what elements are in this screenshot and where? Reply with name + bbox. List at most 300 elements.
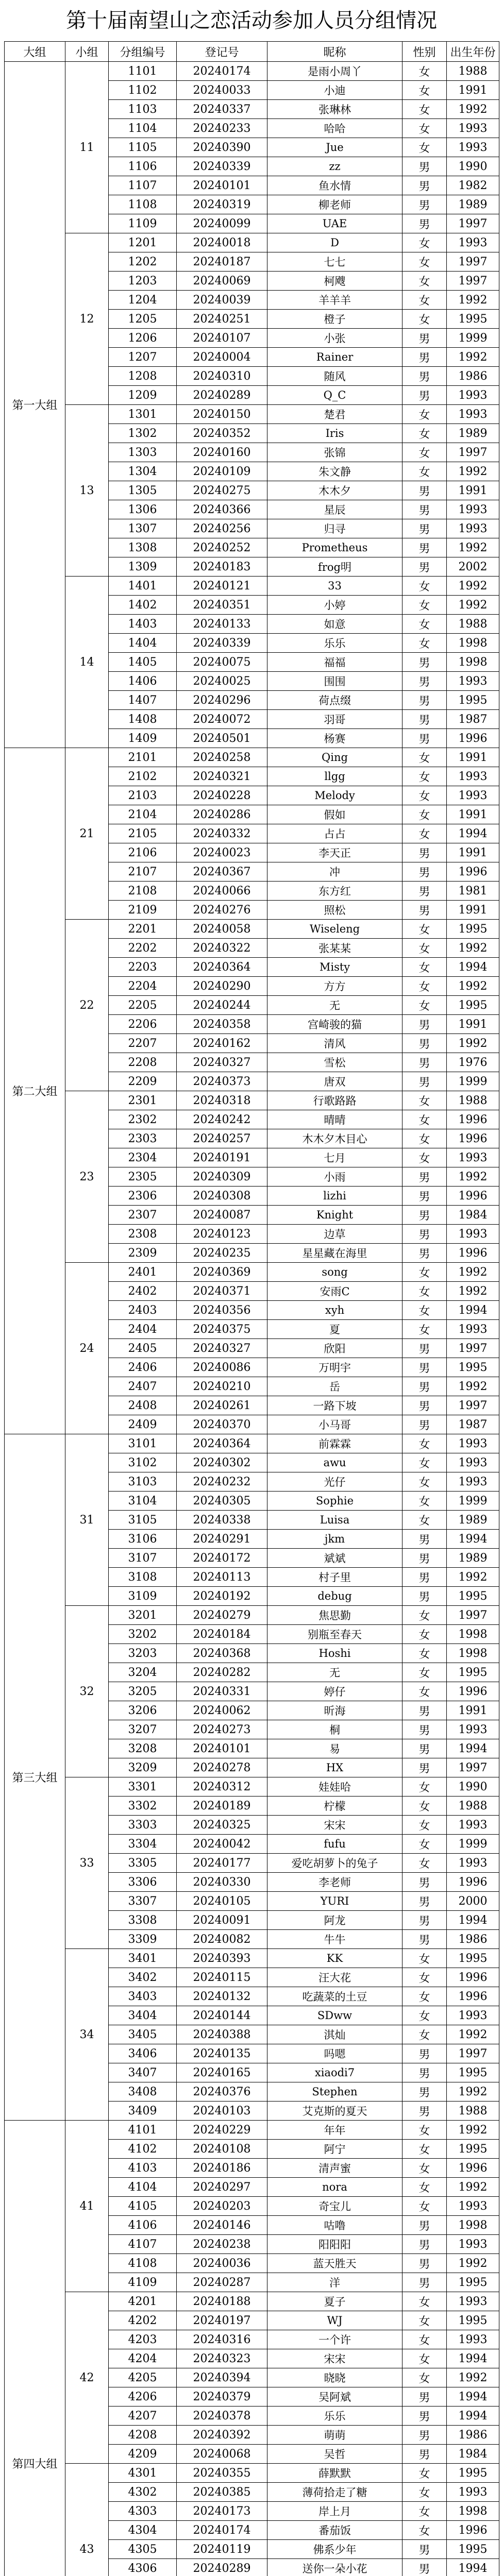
gender-cell: 男	[403, 2406, 447, 2426]
nickname-cell: 昕海	[267, 1701, 403, 1720]
nickname-cell: 如意	[267, 615, 403, 634]
birth-year-cell: 1992	[447, 1377, 499, 1396]
gender-cell: 男	[403, 557, 447, 577]
group-number-cell: 1101	[109, 62, 177, 81]
group-number-cell: 2307	[109, 1206, 177, 1225]
gender-cell: 女	[403, 596, 447, 615]
registration-number-cell: 20240394	[177, 2368, 267, 2387]
group-number-cell: 4301	[109, 2464, 177, 2483]
birth-year-cell: 1989	[447, 1549, 499, 1568]
nickname-cell: 归寻	[267, 519, 403, 538]
table-row	[5, 748, 499, 767]
group-number-cell: 2301	[109, 1091, 177, 1110]
gender-cell: 男	[403, 672, 447, 691]
gender-cell: 女	[403, 310, 447, 329]
birth-year-cell: 1996	[447, 1187, 499, 1206]
subgroup-cell: 14	[65, 577, 109, 748]
registration-number-cell: 20240105	[177, 1892, 267, 1911]
registration-number-cell: 20240296	[177, 691, 267, 710]
gender-cell: 女	[403, 1606, 447, 1625]
birth-year-cell: 1993	[447, 1854, 499, 1873]
gender-cell: 女	[403, 1129, 447, 1148]
nickname-cell: 阳阳阳	[267, 2235, 403, 2254]
group-number-cell: 3402	[109, 1968, 177, 1987]
gender-cell: 男	[403, 901, 447, 920]
birth-year-cell: 1988	[447, 1797, 499, 1816]
nickname-cell: llgg	[267, 767, 403, 786]
registration-number-cell: 20240108	[177, 2140, 267, 2159]
gender-cell: 男	[403, 2426, 447, 2445]
registration-number-cell: 20240082	[177, 1930, 267, 1949]
header-group-number: 分组编号	[109, 42, 177, 62]
gender-cell: 女	[403, 424, 447, 443]
gender-cell: 女	[403, 405, 447, 424]
group-number-cell: 4108	[109, 2254, 177, 2273]
group-number-cell: 4207	[109, 2406, 177, 2426]
nickname-cell: song	[267, 1263, 403, 1282]
birth-year-cell: 1988	[447, 2102, 499, 2121]
gender-cell: 男	[403, 2445, 447, 2464]
nickname-cell: 斌斌	[267, 1549, 403, 1568]
birth-year-cell: 1993	[447, 1320, 499, 1339]
group-number-cell: 2102	[109, 767, 177, 786]
birth-year-cell: 1992	[447, 1568, 499, 1587]
nickname-cell: zz	[267, 157, 403, 176]
birth-year-cell: 1995	[447, 2540, 499, 2559]
registration-number-cell: 20240286	[177, 805, 267, 824]
gender-cell: 男	[403, 729, 447, 748]
gender-cell: 女	[403, 977, 447, 996]
gender-cell: 男	[403, 1892, 447, 1911]
gender-cell: 男	[403, 653, 447, 672]
birth-year-cell: 1992	[447, 939, 499, 958]
group-number-cell: 1201	[109, 233, 177, 252]
gender-cell: 女	[403, 996, 447, 1015]
group-number-cell: 2303	[109, 1129, 177, 1148]
birth-year-cell: 1992	[447, 462, 499, 481]
birth-year-cell: 1994	[447, 2406, 499, 2426]
group-number-cell: 2103	[109, 786, 177, 805]
gender-cell: 男	[403, 862, 447, 882]
subgroup-cell: 32	[65, 1606, 109, 1777]
gender-cell: 男	[403, 2387, 447, 2406]
nickname-cell: YURI	[267, 1892, 403, 1911]
gender-cell: 女	[403, 1816, 447, 1835]
nickname-cell: 小雨	[267, 1167, 403, 1187]
nickname-cell: 乐乐	[267, 634, 403, 653]
group-number-cell: 1105	[109, 138, 177, 157]
registration-number-cell: 20240238	[177, 2235, 267, 2254]
group-number-cell: 4101	[109, 2121, 177, 2140]
subgroup-cell: 12	[65, 233, 109, 405]
nickname-cell: 晓晓	[267, 2368, 403, 2387]
nickname-cell: 前霖霖	[267, 1434, 403, 1453]
birth-year-cell: 1992	[447, 538, 499, 557]
registration-number-cell: 20240282	[177, 1663, 267, 1682]
birth-year-cell: 1997	[447, 1339, 499, 1358]
gender-cell: 女	[403, 252, 447, 272]
birth-year-cell: 1993	[447, 386, 499, 405]
group-number-cell: 3102	[109, 1453, 177, 1472]
registration-number-cell: 20240144	[177, 2006, 267, 2025]
group-number-cell: 1103	[109, 100, 177, 119]
subgroup-cell: 23	[65, 1091, 109, 1263]
registration-number-cell: 20240174	[177, 2521, 267, 2540]
registration-number-cell: 20240261	[177, 1396, 267, 1415]
group-number-cell: 1108	[109, 195, 177, 214]
registration-number-cell: 20240228	[177, 786, 267, 805]
gender-cell: 男	[403, 519, 447, 538]
nickname-cell: 围围	[267, 672, 403, 691]
table-row	[5, 1091, 499, 1110]
gender-cell: 男	[403, 1758, 447, 1777]
nickname-cell: Sophie	[267, 1492, 403, 1511]
registration-number-cell: 20240203	[177, 2197, 267, 2216]
group-number-cell: 3105	[109, 1511, 177, 1530]
nickname-cell: 七七	[267, 252, 403, 272]
birth-year-cell: 1990	[447, 1777, 499, 1797]
nickname-cell: SDww	[267, 2006, 403, 2025]
birth-year-cell: 1993	[447, 2006, 499, 2025]
birth-year-cell: 1991	[447, 1015, 499, 1034]
nickname-cell: 朱文静	[267, 462, 403, 481]
gender-cell: 女	[403, 2368, 447, 2387]
group-number-cell: 4102	[109, 2140, 177, 2159]
nickname-cell: Rainer	[267, 348, 403, 367]
nickname-cell: WJ	[267, 2311, 403, 2330]
registration-number-cell: 20240378	[177, 2406, 267, 2426]
gender-cell: 男	[403, 1015, 447, 1034]
gender-cell: 女	[403, 1968, 447, 1987]
birth-year-cell: 1993	[447, 672, 499, 691]
nickname-cell: 七月	[267, 1148, 403, 1167]
registration-number-cell: 20240251	[177, 310, 267, 329]
birth-year-cell: 1998	[447, 2216, 499, 2235]
subgroup-cell: 21	[65, 748, 109, 920]
group-number-cell: 1208	[109, 367, 177, 386]
group-number-cell: 1109	[109, 214, 177, 233]
group-number-cell: 3403	[109, 1987, 177, 2006]
birth-year-cell: 1995	[447, 1663, 499, 1682]
birth-year-cell: 1997	[447, 272, 499, 291]
birth-year-cell: 1991	[447, 805, 499, 824]
nickname-cell: 福福	[267, 653, 403, 672]
gender-cell: 男	[403, 1225, 447, 1244]
group-number-cell: 3208	[109, 1739, 177, 1758]
group-number-cell: 3108	[109, 1568, 177, 1587]
nickname-cell: 小马哥	[267, 1415, 403, 1434]
gender-cell: 男	[403, 2216, 447, 2235]
birth-year-cell: 1995	[447, 310, 499, 329]
group-number-cell: 3202	[109, 1625, 177, 1644]
group-number-cell: 1205	[109, 310, 177, 329]
nickname-cell: 小张	[267, 329, 403, 348]
nickname-cell: 咕噜	[267, 2216, 403, 2235]
table-row	[5, 1777, 499, 1797]
group-number-cell: 2201	[109, 920, 177, 939]
birth-year-cell: 1993	[447, 2197, 499, 2216]
gender-cell: 女	[403, 824, 447, 843]
group-number-cell: 3101	[109, 1434, 177, 1453]
group-number-cell: 1209	[109, 386, 177, 405]
gender-cell: 女	[403, 2502, 447, 2521]
gender-cell: 女	[403, 462, 447, 481]
birth-year-cell: 1992	[447, 2368, 499, 2387]
birth-year-cell: 1988	[447, 1091, 499, 1110]
registration-number-cell: 20240379	[177, 2387, 267, 2406]
birth-year-cell: 1993	[447, 1720, 499, 1739]
group-number-cell: 1203	[109, 272, 177, 291]
nickname-cell: 娃娃哈	[267, 1777, 403, 1797]
group-number-cell: 1401	[109, 577, 177, 596]
registration-number-cell: 20240297	[177, 2178, 267, 2197]
group-number-cell: 1204	[109, 291, 177, 310]
birth-year-cell: 1998	[447, 634, 499, 653]
group-number-cell: 1404	[109, 634, 177, 653]
gender-cell: 女	[403, 2178, 447, 2197]
nickname-cell: Hoshi	[267, 1644, 403, 1663]
birth-year-cell: 1992	[447, 291, 499, 310]
gender-cell: 男	[403, 386, 447, 405]
group-number-cell: 1106	[109, 157, 177, 176]
registration-number-cell: 20240099	[177, 214, 267, 233]
birth-year-cell: 1994	[447, 1301, 499, 1320]
birth-year-cell: 1998	[447, 653, 499, 672]
registration-number-cell: 20240189	[177, 1797, 267, 1816]
gender-cell: 男	[403, 1244, 447, 1263]
group-number-cell: 1403	[109, 615, 177, 634]
nickname-cell: 岸上月	[267, 2502, 403, 2521]
registration-number-cell: 20240191	[177, 1148, 267, 1167]
birth-year-cell: 1996	[447, 1682, 499, 1701]
birth-year-cell: 1996	[447, 1110, 499, 1129]
birth-year-cell: 1993	[447, 1472, 499, 1492]
group-number-cell: 3309	[109, 1930, 177, 1949]
registration-number-cell: 20240358	[177, 1015, 267, 1034]
birth-year-cell: 1991	[447, 843, 499, 862]
registration-number-cell: 20240109	[177, 462, 267, 481]
gender-cell: 女	[403, 1854, 447, 1873]
birth-year-cell: 1992	[447, 348, 499, 367]
registration-number-cell: 20240332	[177, 824, 267, 843]
gender-cell: 女	[403, 1110, 447, 1129]
nickname-cell: Q_C	[267, 386, 403, 405]
nickname-cell: 宫崎骏的猫	[267, 1015, 403, 1034]
group-number-cell: 3404	[109, 2006, 177, 2025]
group-number-cell: 4105	[109, 2197, 177, 2216]
group-number-cell: 4107	[109, 2235, 177, 2254]
registration-number-cell: 20240289	[177, 2559, 267, 2576]
registration-number-cell: 20240242	[177, 1110, 267, 1129]
birth-year-cell: 1993	[447, 405, 499, 424]
nickname-cell: 张琳林	[267, 100, 403, 119]
gender-cell: 男	[403, 329, 447, 348]
nickname-cell: Qing	[267, 748, 403, 767]
registration-number-cell: 20240210	[177, 1377, 267, 1396]
gender-cell: 男	[403, 1415, 447, 1434]
group-number-cell: 3106	[109, 1530, 177, 1549]
registration-number-cell: 20240338	[177, 1511, 267, 1530]
registration-number-cell: 20240256	[177, 519, 267, 538]
birth-year-cell: 1989	[447, 424, 499, 443]
gender-cell: 男	[403, 1587, 447, 1606]
birth-year-cell: 1976	[447, 1053, 499, 1072]
nickname-cell: 张某某	[267, 939, 403, 958]
registration-number-cell: 20240325	[177, 1816, 267, 1835]
nickname-cell: Knight	[267, 1206, 403, 1225]
registration-number-cell: 20240252	[177, 538, 267, 557]
header-nickname: 昵称	[267, 42, 403, 62]
gender-cell: 男	[403, 157, 447, 176]
registration-number-cell: 20240287	[177, 2273, 267, 2292]
registration-number-cell: 20240371	[177, 1282, 267, 1301]
registration-number-cell: 20240160	[177, 443, 267, 462]
group-number-cell: 3203	[109, 1644, 177, 1663]
group-number-cell: 3302	[109, 1797, 177, 1816]
registration-number-cell: 20240276	[177, 901, 267, 920]
registration-number-cell: 20240039	[177, 291, 267, 310]
group-number-cell: 1206	[109, 329, 177, 348]
gender-cell: 女	[403, 2140, 447, 2159]
nickname-cell: UAE	[267, 214, 403, 233]
birth-year-cell: 1994	[447, 2559, 499, 2576]
birth-year-cell: 1990	[447, 157, 499, 176]
table-row	[5, 233, 499, 252]
group-number-cell: 2405	[109, 1339, 177, 1358]
registration-number-cell: 20240132	[177, 1987, 267, 2006]
gender-cell: 男	[403, 1930, 447, 1949]
gender-cell: 女	[403, 958, 447, 977]
registration-number-cell: 20240075	[177, 653, 267, 672]
group-number-cell: 2309	[109, 1244, 177, 1263]
group-number-cell: 3109	[109, 1587, 177, 1606]
group-number-cell: 2109	[109, 901, 177, 920]
birth-year-cell: 1999	[447, 1835, 499, 1854]
registration-number-cell: 20240187	[177, 252, 267, 272]
registration-number-cell: 20240367	[177, 862, 267, 882]
gender-cell: 女	[403, 2483, 447, 2502]
nickname-cell: 小迪	[267, 81, 403, 100]
table-row	[5, 1949, 499, 1968]
nickname-cell: 羽哥	[267, 710, 403, 729]
registration-number-cell: 20240033	[177, 81, 267, 100]
nickname-cell: 雪松	[267, 1053, 403, 1072]
group-number-cell: 3107	[109, 1549, 177, 1568]
gender-cell: 女	[403, 1777, 447, 1797]
nickname-cell: 清风	[267, 1034, 403, 1053]
registration-number-cell: 20240066	[177, 882, 267, 901]
registration-number-cell: 20240356	[177, 1301, 267, 1320]
nickname-cell: 欣阳	[267, 1339, 403, 1358]
subgroup-cell: 41	[65, 2121, 109, 2292]
group-number-cell: 2302	[109, 1110, 177, 1129]
header-subgroup: 小组	[65, 42, 109, 62]
birth-year-cell: 1995	[447, 1949, 499, 1968]
table-row	[5, 1263, 499, 1282]
nickname-cell: Luisa	[267, 1511, 403, 1530]
registration-number-cell: 20240257	[177, 1129, 267, 1148]
gender-cell: 男	[403, 348, 447, 367]
registration-number-cell: 20240390	[177, 138, 267, 157]
gender-cell: 女	[403, 291, 447, 310]
registration-number-cell: 20240121	[177, 577, 267, 596]
birth-year-cell: 1994	[447, 1739, 499, 1758]
nickname-cell: 爱吃胡萝卜的兔子	[267, 1854, 403, 1873]
nickname-cell: debug	[267, 1587, 403, 1606]
registration-number-cell: 20240174	[177, 62, 267, 81]
group-number-cell: 1308	[109, 538, 177, 557]
birth-year-cell: 1996	[447, 1987, 499, 2006]
registration-number-cell: 20240192	[177, 1587, 267, 1606]
birth-year-cell: 1992	[447, 2121, 499, 2140]
birth-year-cell: 1991	[447, 901, 499, 920]
nickname-cell: 万明宇	[267, 1358, 403, 1377]
gender-cell: 男	[403, 2559, 447, 2576]
group-number-cell: 2306	[109, 1187, 177, 1206]
registration-number-cell: 20240186	[177, 2159, 267, 2178]
nickname-cell: 方方	[267, 977, 403, 996]
group-number-cell: 3303	[109, 1816, 177, 1835]
gender-cell: 男	[403, 1873, 447, 1892]
registration-number-cell: 20240123	[177, 1225, 267, 1244]
group-number-cell: 4305	[109, 2540, 177, 2559]
nickname-cell: 李天正	[267, 843, 403, 862]
birth-year-cell: 1995	[447, 2311, 499, 2330]
nickname-cell: 假如	[267, 805, 403, 824]
registration-number-cell: 20240273	[177, 1720, 267, 1739]
gender-cell: 女	[403, 2025, 447, 2044]
nickname-cell: Wiseleng	[267, 920, 403, 939]
nickname-cell: 冲	[267, 862, 403, 882]
registration-number-cell: 20240107	[177, 329, 267, 348]
birth-year-cell: 1988	[447, 62, 499, 81]
registration-number-cell: 20240392	[177, 2426, 267, 2445]
nickname-cell: 占占	[267, 824, 403, 843]
birth-year-cell: 1992	[447, 2082, 499, 2102]
group-number-cell: 2408	[109, 1396, 177, 1415]
group-number-cell: 1305	[109, 481, 177, 500]
registration-number-cell: 20240115	[177, 1968, 267, 1987]
gender-cell: 男	[403, 843, 447, 862]
registration-number-cell: 20240036	[177, 2254, 267, 2273]
registration-number-cell: 20240321	[177, 767, 267, 786]
registration-number-cell: 20240072	[177, 710, 267, 729]
nickname-cell: 别瓶至春天	[267, 1625, 403, 1644]
table-row	[5, 1606, 499, 1625]
group-number-cell: 4303	[109, 2502, 177, 2521]
birth-year-cell: 1993	[447, 138, 499, 157]
nickname-cell: 番茄饭	[267, 2521, 403, 2540]
birth-year-cell: 2000	[447, 1892, 499, 1911]
birth-year-cell: 1986	[447, 1930, 499, 1949]
birth-year-cell: 1994	[447, 1530, 499, 1549]
nickname-cell: 晴晴	[267, 1110, 403, 1129]
nickname-cell: 星辰	[267, 500, 403, 519]
nickname-cell: 橙子	[267, 310, 403, 329]
gender-cell: 女	[403, 767, 447, 786]
registration-number-cell: 20240162	[177, 1034, 267, 1053]
group-number-cell: 3407	[109, 2063, 177, 2082]
registration-number-cell: 20240309	[177, 1167, 267, 1187]
gender-cell: 女	[403, 1301, 447, 1320]
birth-year-cell: 1997	[447, 2044, 499, 2063]
group-number-cell: 1309	[109, 557, 177, 577]
nickname-cell: 李老师	[267, 1873, 403, 1892]
birth-year-cell: 1986	[447, 2426, 499, 2445]
group-number-cell: 1301	[109, 405, 177, 424]
group-number-cell: 3306	[109, 1873, 177, 1892]
birth-year-cell: 1991	[447, 81, 499, 100]
